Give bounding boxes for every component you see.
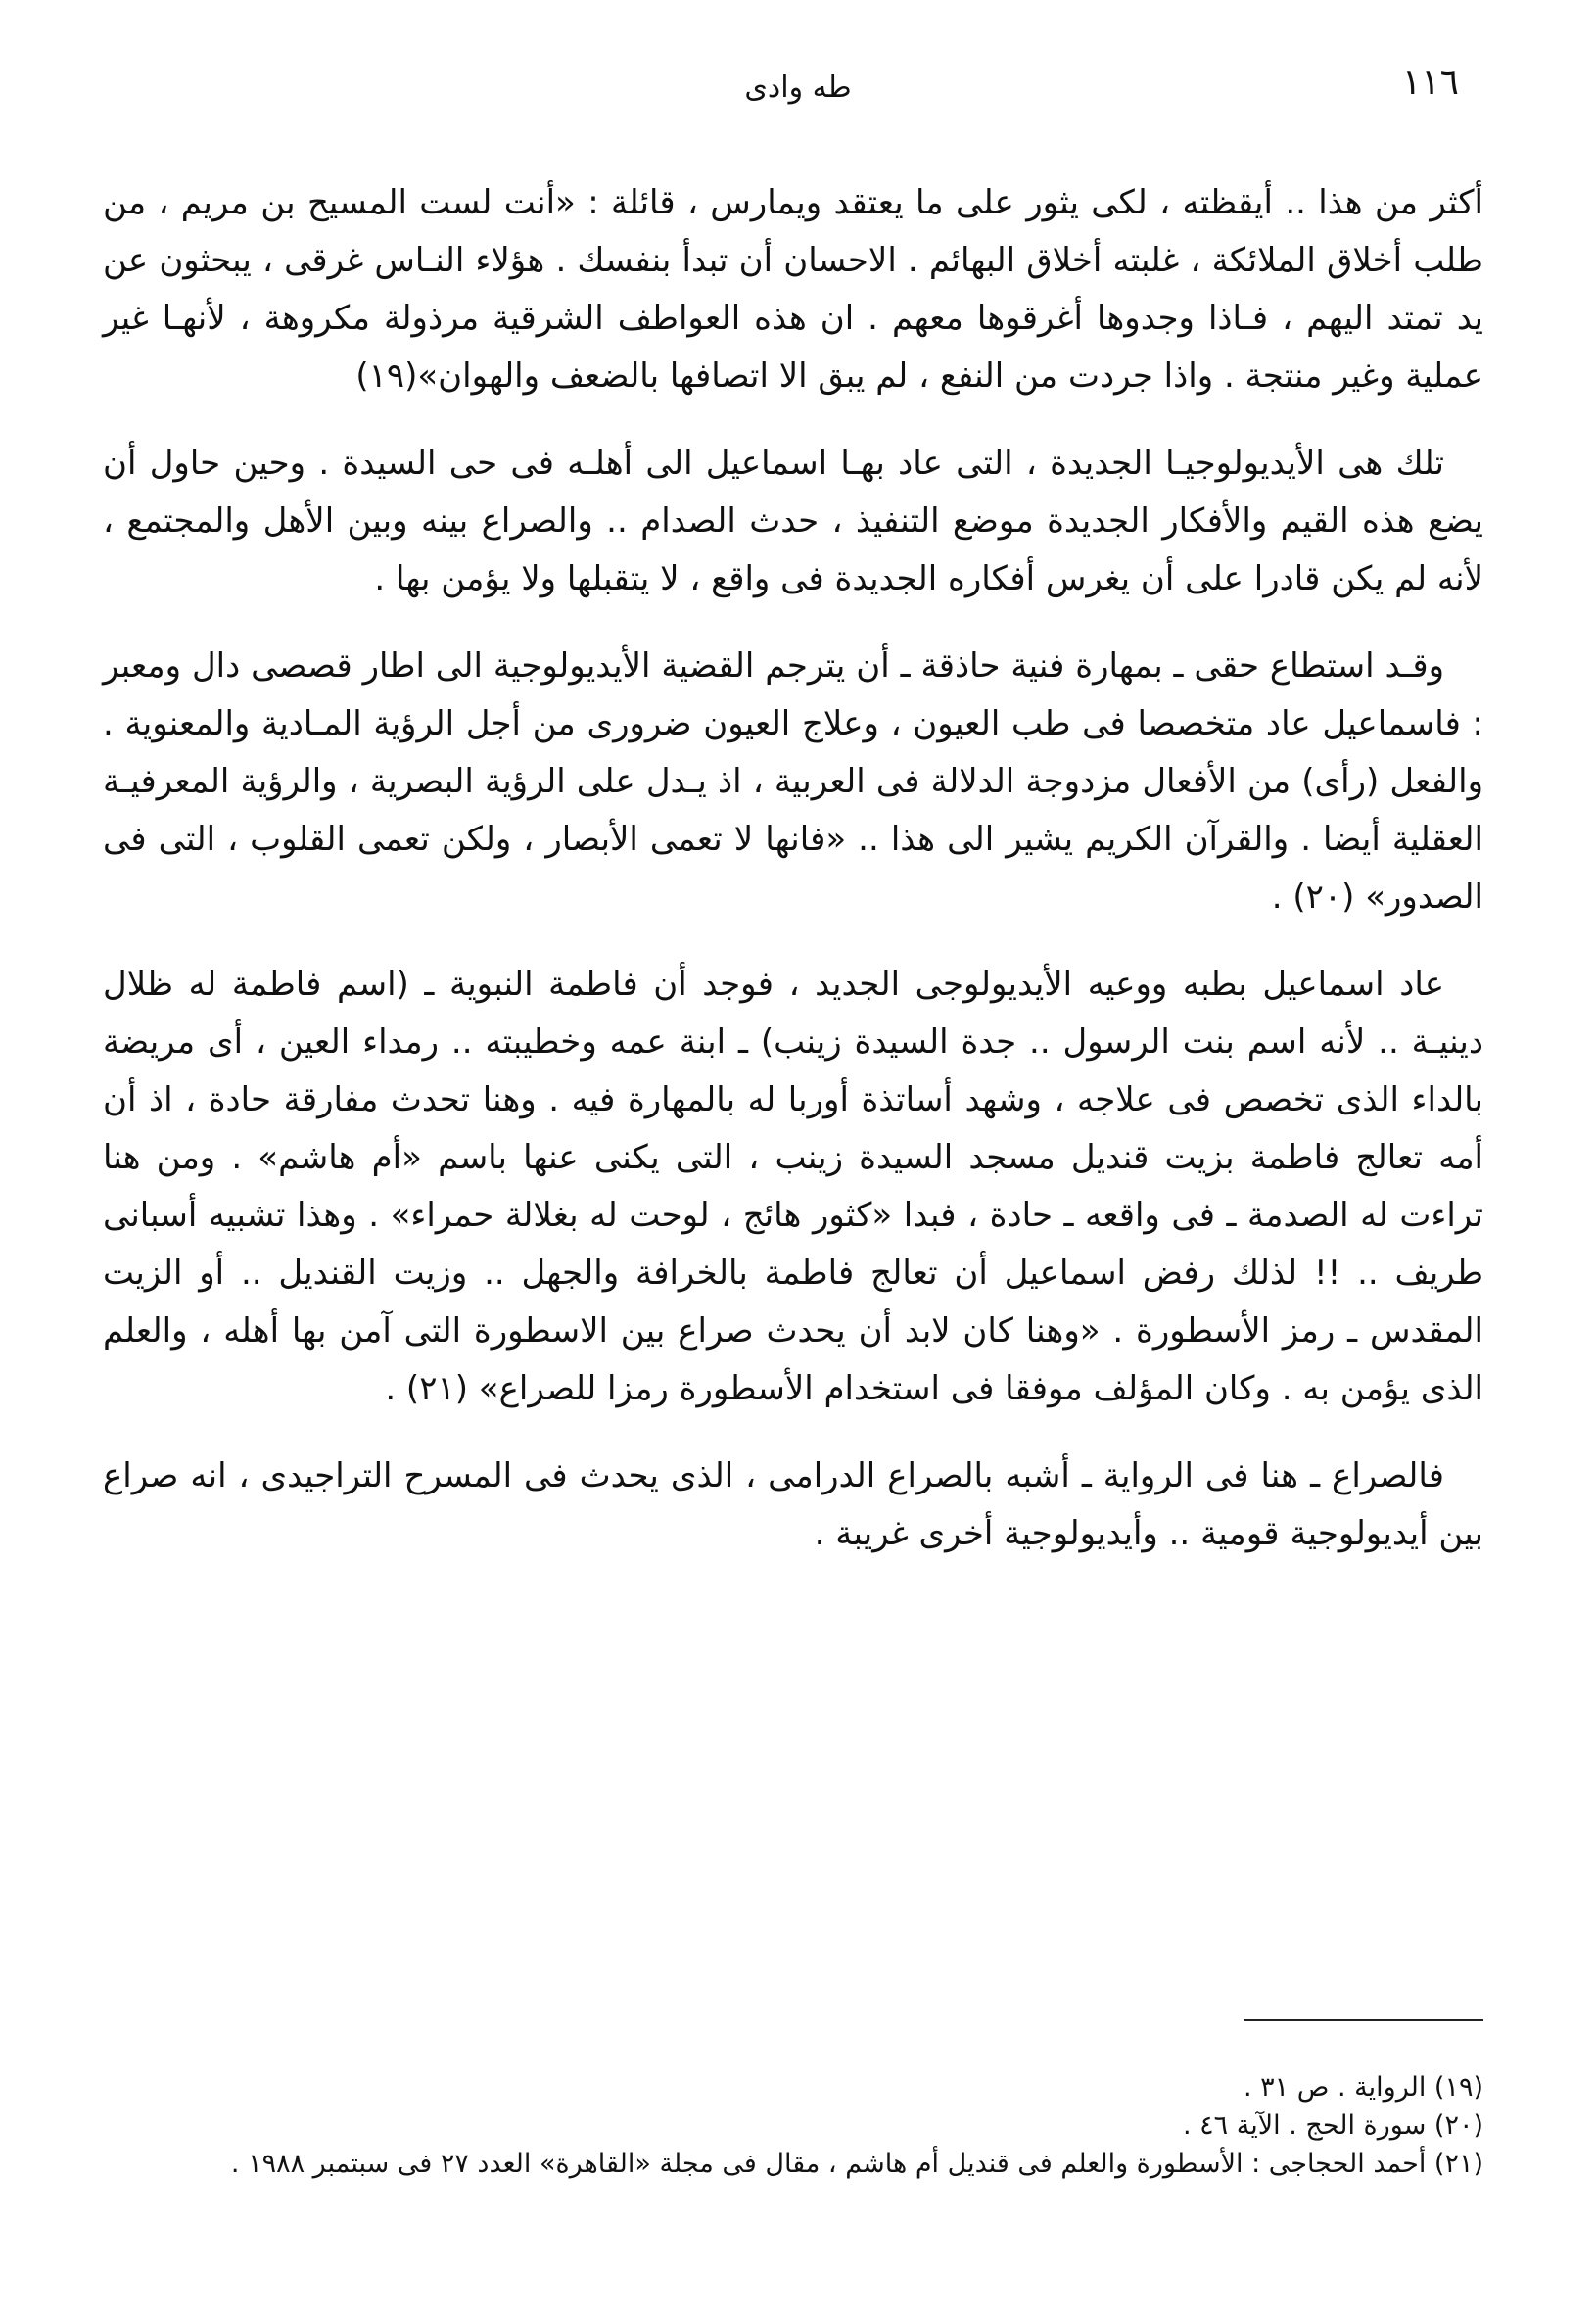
paragraph: تلك هى الأيديولوجيـا الجديدة ، التى عاد بهـا اسماعيل الى أهلـه فى حى السيدة . وحين حاول أن يضع هذه القيم والأفكار الجديدة موضع التنفيذ ، حدث الصدام .. والصراع بينه وبين الأهل والمجتمع ، لأنه لم يكن قادرا على أن يغرس أفكاره الجديدة فى واقع ، لا يتقبلها ولا يؤمن بها . — [103, 444, 1483, 598]
running-head: طه وادى — [744, 71, 852, 105]
paragraph: فالصراع ـ هنا فى الرواية ـ أشبه بالصراع الدرامى ، الذى يحدث فى المسرح التراجيدى ، انه صراع بين أيديولوجية قومية .. وأيديولوجية أخرى غريبة . — [103, 1456, 1483, 1553]
body-text — [103, 174, 1483, 1592]
footnote: (٢١) أحمد الحجاجى : الأسطورة والعلم فى قنديل أم هاشم ، مقال فى مجلة «القاهرة» العدد ٢٧ فى سبتمبر ١٩٨٨ . — [230, 2149, 1483, 2179]
footnotes — [103, 2068, 1483, 2183]
footnote: (١٩) الرواية . ص ٣١ . — [1244, 2072, 1483, 2103]
page-number: ١١٦ — [1401, 63, 1459, 103]
footnote: (٢٠) سورة الحج . الآية ٤٦ . — [1182, 2110, 1483, 2141]
paragraph: أكثر من هذا .. أيقظته ، لكى يثور على ما يعتقد ويمارس ، قائلة : «أنت لست المسيح بن مريم ، من طلب أخلاق الملائكة ، غلبته أخلاق البهائم . الاحسان أن تبدأ بنفسك . هؤلاء النـاس غرقى ، يبحثون عن يد تمتد اليهم ، فـاذا وجدوها أغرقوها معهم . ان هذه العواطف الشرقية مرذولة مكروهة ، لأنهـا غير عملية وغير منتجة . واذا جردت من النفع ، لم يبق الا اتصافها بالضعف والهوان»(١٩) — [103, 183, 1483, 396]
paragraph: وقـد استطاع حقى ـ بمهارة فنية حاذقة ـ أن يترجم القضية الأيديولوجية الى اطار قصصى دال ومعبر : فاسماعيل عاد متخصصا فى طب العيون ، وعلاج العيون ضرورى من أجل الرؤية المـادية والمعنوية . والفعل (رأى) من الأفعال مزدوجة الدلالة فى العربية ، اذ يـدل على الرؤية البصرية ، والرؤية المعرفيـة العقلية أيضا . والقرآن الكريم يشير الى هذا .. «فانها لا تعمى الأبصار ، ولكن تعمى القلوب ، التى فى الصدور» (٢٠) . — [103, 646, 1483, 917]
footnote-divider — [1244, 2019, 1483, 2021]
paragraph: عاد اسماعيل بطبه ووعيه الأيديولوجى الجديد ، فوجد أن فاطمة النبوية ـ (اسم فاطمة له ظلال دينيـة .. لأنه اسم بنت الرسول .. جدة السيدة زينب) ـ ابنة عمه وخطيبته .. رمداء العين ، أى مريضة بالداء الذى تخصص فى علاجه ، وشهد أساتذة أوربا له بالمهارة فيه . وهنا تحدث مفارقة حادة ، اذ أن أمه تعالج فاطمة بزيت قنديل مسجد السيدة زينب ، التى يكنى عنها باسم «أم هاشم» . ومن هنا تراءت له الصدمة ـ فى واقعه ـ حادة ، فبدا «كثور هائج ، لوحت له بغلالة حمراء» . وهذا تشبيه أسبانى طريف .. !! لذلك رفض اسماعيل أن تعالج فاطمة بالخرافة والجهل .. وزيت القنديل .. أو الزيت المقدس ـ رمز الأسطورة . «وهنا كان لابد أن يحدث صراع بين الاسطورة التى آمن بها أهله ، والعلم الذى يؤمن به . وكان المؤلف موفقا فى استخدام الأسطورة رمزا للصراع» (٢١) . — [103, 965, 1483, 1408]
